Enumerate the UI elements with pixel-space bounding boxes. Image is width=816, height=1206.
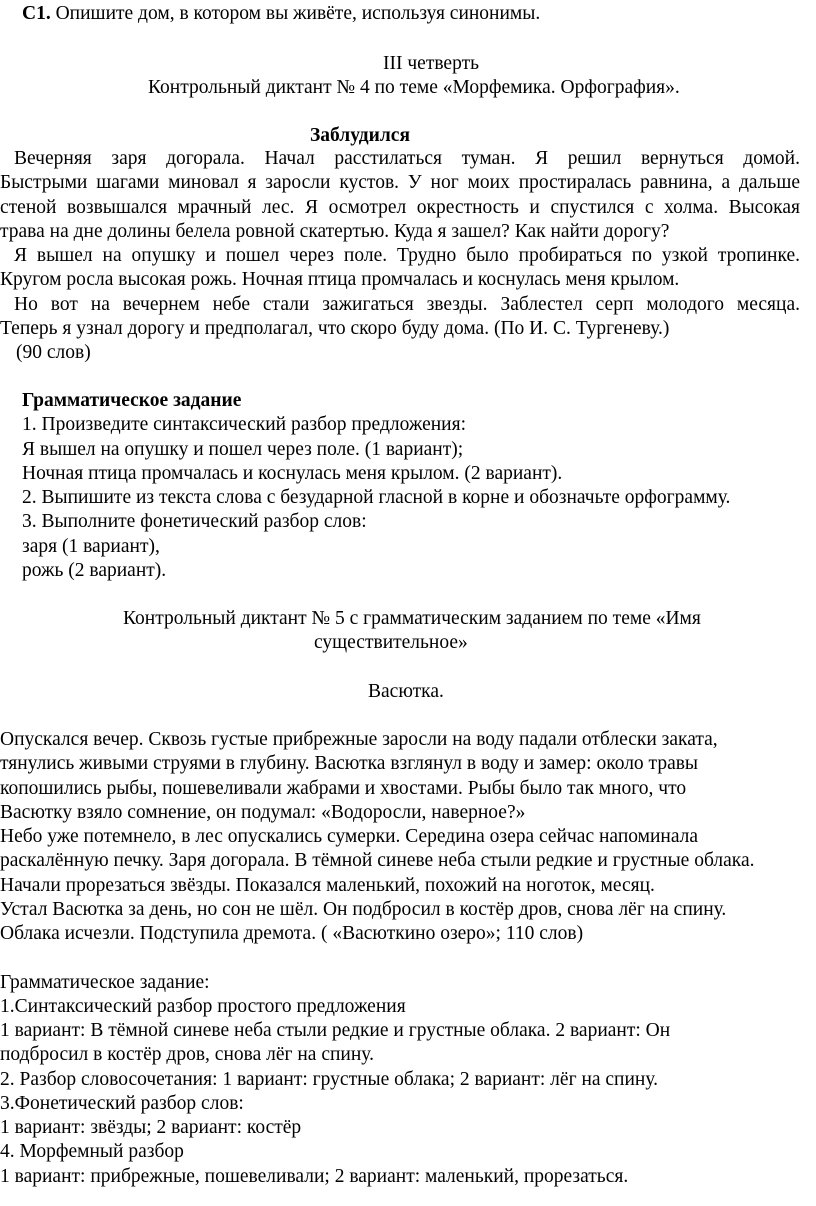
dictation4-grammar-line-6: заря (1 вариант),: [22, 536, 160, 557]
dictation5-title: Васютка.: [368, 681, 444, 702]
dictation4-grammar-heading: Грамматическое задание: [22, 390, 242, 411]
dictation4-line-5: Я вышел на опушку и пошел через поле. Трудно было пробираться по узкой тропинке.: [14, 245, 800, 266]
dictation5-grammar-line-3: подбросил в костёр дров, снова лёг на спину.: [0, 1044, 374, 1065]
dictation5-heading-line-2: существительное»: [314, 632, 468, 653]
dictation4-title: Заблудился: [310, 125, 411, 146]
dictation4-grammar-line-7: рожь (2 вариант).: [22, 560, 167, 581]
dictation5-line-2: тянулись живыми струями в глубину. Васютка взглянул в воду и замер: около травы: [0, 753, 699, 774]
dictation4-line-8: Теперь я узнал дорогу и предполагал, что скоро буду дома. (По И. С. Тургеневу.): [0, 318, 670, 339]
dictation4-line-6: Кругом росла высокая рожь. Ночная птица промчалась и коснулась меня крылом.: [0, 269, 680, 290]
dictation4-grammar-line-2: Я вышел на опушку и пошел через поле. (1 вариант);: [22, 439, 464, 460]
quarter-label: III четверть: [383, 53, 479, 74]
dictation4-grammar-line-1: 1. Произведите синтаксический разбор предложения:: [22, 414, 466, 435]
dictation5-heading-line-1: Контрольный диктант № 5 с грамматическим заданием по теме «Имя: [123, 608, 701, 629]
dictation5-line-1: Опускался вечер. Сквозь густые прибрежные заросли на воду падали отблески заката,: [0, 729, 718, 750]
dictation5-line-4: Васютку взяло сомнение, он подумал: «Водоросли, наверное?»: [0, 802, 526, 823]
dictation4-line-4: трава на дне долины белела ровной скатертью. Куда я зашел? Как найти дорогу?: [0, 221, 670, 242]
dictation4-line-2: Быстрыми шагами миновал я заросли кустов. У ног моих простиралась равнина, а дальше: [0, 172, 800, 193]
dictation4-grammar-line-3: Ночная птица промчалась и коснулась меня крылом. (2 вариант).: [22, 463, 563, 484]
dictation5-grammar-line-6: 1 вариант: звёзды; 2 вариант: костёр: [0, 1117, 302, 1138]
dictation5-line-7: Начали прорезаться звёзды. Показался маленький, похожий на ноготок, месяц.: [0, 875, 655, 896]
dictation4-heading: Контрольный диктант № 4 по теме «Морфемика. Орфография».: [148, 77, 680, 98]
dictation5-grammar-line-5: 3.Фонетический разбор слов:: [0, 1093, 244, 1114]
dictation5-line-8: Устал Васютка за день, но сон не шёл. Он подбросил в костёр дров, снова лёг на спину.: [0, 899, 727, 920]
dictation4-line-1: Вечерняя заря догорала. Начал расстилаться туман. Я решил вернуться домой.: [14, 148, 800, 169]
task-c1: [22, 2, 540, 26]
task-c1-label: С1.: [22, 3, 51, 24]
dictation5-line-9: Облака исчезли. Подступила дремота. ( «Васюткино озеро»; 110 слов): [0, 923, 584, 944]
dictation5-grammar-line-8: 1 вариант: прибрежные, пошевеливали; 2 вариант: маленький, прорезаться.: [0, 1166, 629, 1187]
dictation5-line-6: раскалённую печку. Заря догорала. В тёмной синеве неба стыли редкие и грустные облака.: [0, 850, 755, 871]
dictation4-grammar-line-4: 2. Выпишите из текста слова с безударной гласной в корне и обозначьте орфограмму.: [22, 487, 731, 508]
dictation4-line-3: стеной возвышался мрачный лес. Я осмотрел окрестность и спустился с холма. Высокая: [0, 197, 800, 218]
dictation4-line-7: Но вот на вечернем небе стали зажигаться звезды. Заблестел серп молодого месяца.: [14, 294, 800, 315]
dictation5-grammar-line-2: 1 вариант: В тёмной синеве неба стыли редкие и грустные облака. 2 вариант: Он: [0, 1020, 671, 1041]
dictation5-grammar-line-1: 1.Синтаксический разбор простого предложения: [0, 996, 406, 1017]
dictation5-grammar-line-4: 2. Разбор словосочетания: 1 вариант: грустные облака; 2 вариант: лёг на спину.: [0, 1069, 659, 1090]
dictation4-word-count: (90 слов): [16, 342, 91, 363]
dictation5-line-5: Небо уже потемнело, в лес опускались сумерки. Середина озера сейчас напоминала: [0, 826, 699, 847]
task-c1-text: Опишите дом, в котором вы живёте, используя синонимы.: [50, 3, 541, 24]
dictation5-grammar-line-7: 4. Морфемный разбор: [0, 1141, 184, 1162]
dictation5-grammar-heading: Грамматическое задание:: [0, 972, 210, 993]
dictation5-line-3: копошились рыбы, пошевеливали жабрами и хвостами. Рыбы было так много, что: [0, 778, 687, 799]
dictation4-grammar-line-5: 3. Выполните фонетический разбор слов:: [22, 511, 367, 532]
